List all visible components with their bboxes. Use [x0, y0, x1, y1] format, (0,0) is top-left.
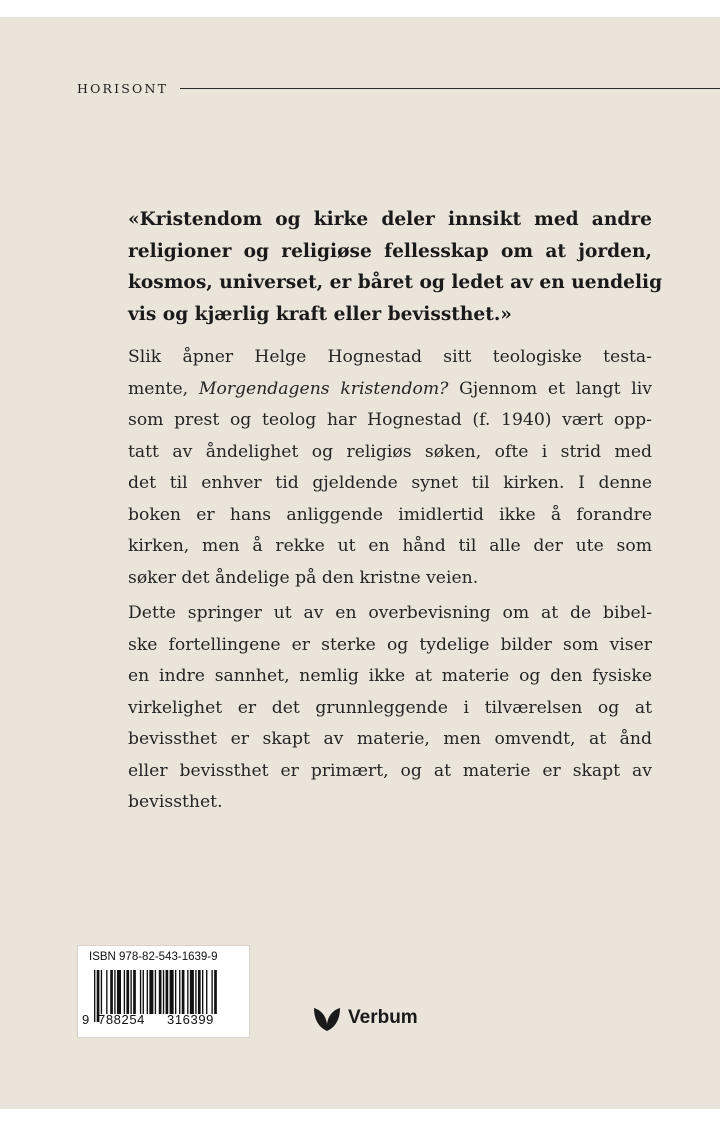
barcode-bar — [140, 970, 141, 1014]
barcode-bar — [126, 970, 129, 1014]
barcode-bar — [117, 970, 121, 1014]
blurb-line: en indre sannhet, nemlig ikke at materie og den fysiske — [128, 666, 652, 686]
barcode-bar — [182, 970, 185, 1014]
barcode-bar — [130, 970, 131, 1014]
barcode-bar — [187, 970, 188, 1014]
series-rule-divider — [180, 88, 720, 89]
blurb-line — [128, 374, 652, 406]
series-name: HORISONT — [77, 80, 169, 96]
barcode-bar — [110, 970, 113, 1014]
barcode-bar — [147, 970, 148, 1014]
blurb-line: bevissthet. — [128, 792, 223, 812]
isbn-label: ISBN 978-82-543-1639-9 — [89, 951, 218, 963]
barcode-bar — [106, 970, 107, 1014]
barcode-bar — [124, 970, 125, 1014]
barcode-digits-left: 788254 — [98, 1012, 145, 1027]
barcode-bar — [163, 970, 164, 1014]
barcode-bar — [206, 970, 207, 1014]
series-header — [77, 78, 720, 98]
blurb-paragraph-2 — [128, 598, 652, 819]
barcode-bar — [214, 970, 217, 1014]
book-title: Morgendagens kristendom? — [198, 378, 449, 399]
publisher-name: Verbum — [348, 1007, 418, 1028]
barcode-bar — [190, 970, 194, 1014]
quote-line: religioner og religiøse fellesskap om at jorden, — [128, 240, 652, 262]
barcode-digit-first: 9 — [82, 1012, 90, 1027]
pull-quote — [128, 204, 663, 330]
blurb-line: tatt av åndelighet og religiøs søken, ofte i strid med — [128, 441, 652, 462]
barcode-bar — [195, 970, 196, 1014]
blurb-line: som prest og teolog har Hognestad (f. 1940) vært opp- — [128, 410, 652, 430]
barcode-bar — [143, 970, 144, 1014]
blurb-line: ske fortellingene er sterke og tydelige bilder som viser — [128, 634, 652, 655]
blurb-line: søker det åndelige på den kristne veien. — [128, 567, 479, 588]
isbn-barcode — [77, 945, 250, 1038]
barcode-bar — [179, 970, 180, 1014]
publisher-logo — [312, 1002, 418, 1034]
blurb-line: eller bevissthet er primært, og at materie er skapt av — [128, 760, 652, 781]
quote-line: vis og kjærlig kraft eller bevissthet.» — [128, 303, 512, 325]
barcode-bar — [101, 970, 102, 1014]
blurb-line: Slik åpner Helge Hognestad sitt teologiske testa- — [128, 347, 652, 367]
blurb-line: Dette springer ut av en overbevisning om at de bibel- — [128, 603, 652, 623]
blurb-line: bevissthet er skapt av materie, men omvendt, at ånd — [128, 729, 652, 749]
blurb-line-rest: Gjennom et langt liv — [448, 378, 652, 399]
barcode-bar — [159, 970, 162, 1014]
barcode-digits-right: 316399 — [167, 1012, 214, 1027]
barcode-bar — [170, 970, 174, 1014]
blurb-line: det til enhver tid gjeldende synet til kirken. I denne — [128, 473, 652, 493]
leaf-icon — [312, 1004, 342, 1032]
blurb-line: virkelighet er det grunnleggende i tilværelsen og at — [128, 697, 652, 718]
blurb-line-prefix: mente, — [128, 378, 199, 399]
blurb-paragraph-1 — [128, 342, 652, 594]
barcode-bar — [211, 970, 212, 1014]
barcode-bar — [133, 970, 136, 1014]
quote-line: «Kristendom og kirke deler innsikt med andre — [128, 209, 652, 230]
barcode-bar — [166, 970, 169, 1014]
blurb-line: boken er hans anliggende imidlertid ikke å forandre — [128, 504, 652, 525]
barcode-bar — [155, 970, 156, 1014]
quote-line: kosmos, universet, er båret og ledet av en uendelig — [128, 272, 663, 293]
barcode-bar — [94, 970, 95, 1022]
blurb-line: kirken, men å rekke ut en hånd til alle der ute som — [128, 536, 652, 556]
barcode-bar — [149, 970, 153, 1014]
barcode-bar — [202, 970, 203, 1014]
barcode-bar — [114, 970, 115, 1014]
barcode-bar — [198, 970, 201, 1014]
barcode-bar — [175, 970, 176, 1014]
